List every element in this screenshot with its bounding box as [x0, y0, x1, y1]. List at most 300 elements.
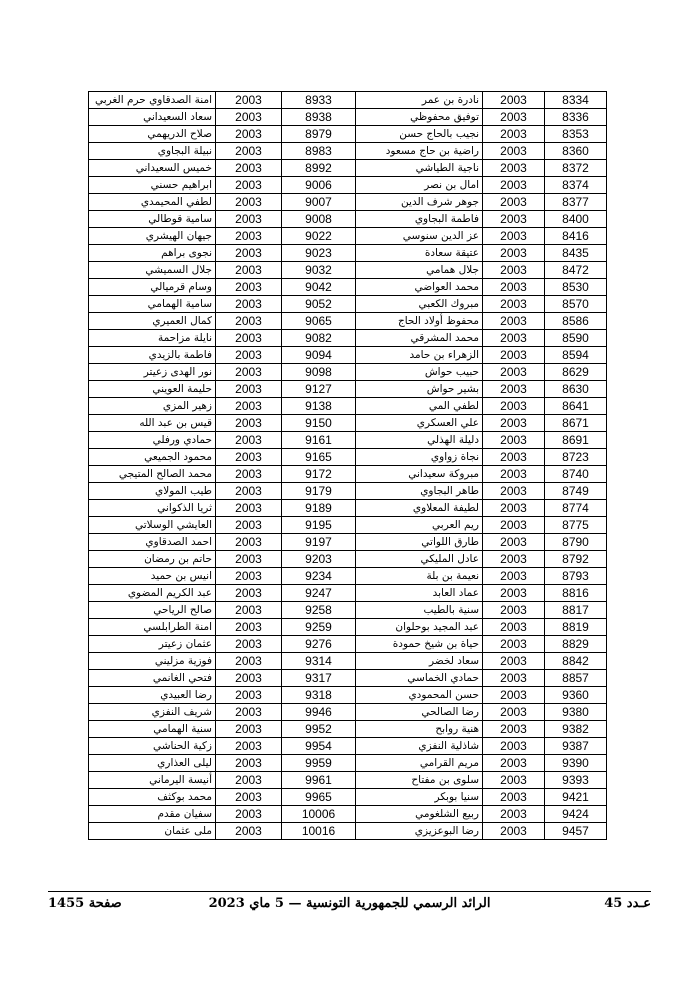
cell-id-left: 9023	[282, 245, 356, 262]
cell-name-right: بشير حواش	[356, 381, 483, 398]
cell-id-left: 8979	[282, 126, 356, 143]
cell-id-right: 8671	[545, 415, 607, 432]
cell-name-left: محمد بوكثف	[89, 789, 216, 806]
cell-year-right: 2003	[483, 143, 545, 160]
table-row	[89, 347, 607, 364]
table-row	[89, 721, 607, 738]
cell-name-right: فاطمة البجاوي	[356, 211, 483, 228]
cell-year-right: 2003	[483, 364, 545, 381]
cell-name-left: ملى عثمان	[89, 823, 216, 840]
cell-id-right: 8774	[545, 500, 607, 517]
cell-id-right: 8829	[545, 636, 607, 653]
cell-id-right: 8817	[545, 602, 607, 619]
cell-year-right: 2003	[483, 619, 545, 636]
cell-name-right: جوهر شرف الدين	[356, 194, 483, 211]
cell-id-right: 8792	[545, 551, 607, 568]
cell-id-left: 9138	[282, 398, 356, 415]
cell-name-right: محمد العواضي	[356, 279, 483, 296]
cell-name-left: وسام قرميالي	[89, 279, 216, 296]
cell-year-left: 2003	[216, 653, 282, 670]
cell-id-left: 9258	[282, 602, 356, 619]
cell-year-right: 2003	[483, 466, 545, 483]
cell-year-right: 2003	[483, 636, 545, 653]
cell-year-right: 2003	[483, 789, 545, 806]
cell-id-right: 8775	[545, 517, 607, 534]
issue-number: عـدد 45	[604, 896, 651, 911]
cell-id-left: 9007	[282, 194, 356, 211]
cell-year-left: 2003	[216, 568, 282, 585]
cell-name-right: عز الدين سنوسي	[356, 228, 483, 245]
cell-year-right: 2003	[483, 585, 545, 602]
cell-name-right: علي العسكري	[356, 415, 483, 432]
cell-name-right: توفيق محفوظي	[356, 109, 483, 126]
cell-name-right: طاهر البجاوي	[356, 483, 483, 500]
table-row	[89, 194, 607, 211]
table-row	[89, 364, 607, 381]
cell-name-left: فتحي الغانمي	[89, 670, 216, 687]
cell-year-left: 2003	[216, 177, 282, 194]
cell-name-left: انيس بن حميد	[89, 568, 216, 585]
cell-name-left: عبد الكريم المضوي	[89, 585, 216, 602]
cell-name-right: عتيقة سعادة	[356, 245, 483, 262]
cell-id-right: 8594	[545, 347, 607, 364]
cell-id-left: 9098	[282, 364, 356, 381]
cell-year-right: 2003	[483, 262, 545, 279]
cell-id-right: 8353	[545, 126, 607, 143]
cell-year-left: 2003	[216, 517, 282, 534]
cell-year-left: 2003	[216, 398, 282, 415]
cell-id-left: 9082	[282, 330, 356, 347]
cell-year-left: 2003	[216, 500, 282, 517]
cell-year-left: 2003	[216, 92, 282, 109]
cell-id-right: 8570	[545, 296, 607, 313]
cell-year-right: 2003	[483, 398, 545, 415]
cell-name-left: زكية الحناشي	[89, 738, 216, 755]
cell-year-left: 2003	[216, 415, 282, 432]
table-row	[89, 313, 607, 330]
cell-name-left: رضا العبيدي	[89, 687, 216, 704]
cell-name-right: نجيب بالحاج حسن	[356, 126, 483, 143]
cell-name-left: صالح الرياحي	[89, 602, 216, 619]
table-row	[89, 211, 607, 228]
cell-year-left: 2003	[216, 449, 282, 466]
table-row	[89, 585, 607, 602]
table-row	[89, 551, 607, 568]
cell-name-right: رضا البوعزيزي	[356, 823, 483, 840]
cell-id-right: 8472	[545, 262, 607, 279]
cell-year-right: 2003	[483, 687, 545, 704]
cell-name-right: ناجية الطياشي	[356, 160, 483, 177]
cell-name-left: حليمة العويني	[89, 381, 216, 398]
cell-year-right: 2003	[483, 313, 545, 330]
cell-name-right: حسن المحمودي	[356, 687, 483, 704]
cell-year-right: 2003	[483, 381, 545, 398]
cell-name-right: سنية بالطيب	[356, 602, 483, 619]
cell-id-left: 9952	[282, 721, 356, 738]
cell-name-left: طيب المولاي	[89, 483, 216, 500]
table-row	[89, 160, 607, 177]
cell-name-left: حاتم بن رمضان	[89, 551, 216, 568]
cell-name-left: ثريا الذكواني	[89, 500, 216, 517]
cell-id-right: 8586	[545, 313, 607, 330]
table-row	[89, 296, 607, 313]
cell-id-right: 8334	[545, 92, 607, 109]
cell-id-left: 9006	[282, 177, 356, 194]
cell-year-left: 2003	[216, 738, 282, 755]
cell-id-left: 8983	[282, 143, 356, 160]
cell-id-right: 8857	[545, 670, 607, 687]
cell-year-right: 2003	[483, 517, 545, 534]
cell-id-right: 8629	[545, 364, 607, 381]
cell-name-left: كمال العميري	[89, 313, 216, 330]
cell-year-right: 2003	[483, 330, 545, 347]
cell-name-left: نبيلة البجاوي	[89, 143, 216, 160]
cell-name-right: محفوظ أولاد الحاج	[356, 313, 483, 330]
cell-id-right: 8435	[545, 245, 607, 262]
table-row	[89, 823, 607, 840]
table-row	[89, 755, 607, 772]
cell-name-right: ربيع الشلغومي	[356, 806, 483, 823]
table-row	[89, 500, 607, 517]
cell-year-right: 2003	[483, 568, 545, 585]
cell-id-left: 9094	[282, 347, 356, 364]
cell-name-left: احمد الصدقاوي	[89, 534, 216, 551]
cell-year-right: 2003	[483, 279, 545, 296]
cell-year-left: 2003	[216, 483, 282, 500]
cell-name-left: محمود الجميعي	[89, 449, 216, 466]
cell-year-left: 2003	[216, 211, 282, 228]
cell-year-right: 2003	[483, 194, 545, 211]
page-footer	[48, 896, 651, 918]
cell-year-right: 2003	[483, 296, 545, 313]
cell-year-right: 2003	[483, 500, 545, 517]
cell-id-right: 8819	[545, 619, 607, 636]
table-row	[89, 109, 607, 126]
cell-name-right: سلوى بن مفتاح	[356, 772, 483, 789]
cell-year-right: 2003	[483, 449, 545, 466]
cell-year-left: 2003	[216, 755, 282, 772]
cell-name-right: نجاة زواوي	[356, 449, 483, 466]
cell-id-left: 9179	[282, 483, 356, 500]
table-row	[89, 789, 607, 806]
cell-id-left: 9318	[282, 687, 356, 704]
cell-name-left: قيس بن عبد الله	[89, 415, 216, 432]
cell-id-right: 9382	[545, 721, 607, 738]
table-row	[89, 483, 607, 500]
cell-id-left: 9961	[282, 772, 356, 789]
cell-year-right: 2003	[483, 432, 545, 449]
cell-name-left: ابراهيم حسني	[89, 177, 216, 194]
cell-name-right: شاذلية النفزي	[356, 738, 483, 755]
cell-id-right: 8530	[545, 279, 607, 296]
cell-year-left: 2003	[216, 687, 282, 704]
cell-id-left: 9172	[282, 466, 356, 483]
cell-id-left: 9042	[282, 279, 356, 296]
table-row	[89, 517, 607, 534]
cell-year-right: 2003	[483, 670, 545, 687]
cell-year-left: 2003	[216, 313, 282, 330]
cell-name-right: محمد المشرقي	[356, 330, 483, 347]
cell-name-left: خميس السعيداني	[89, 160, 216, 177]
cell-year-left: 2003	[216, 160, 282, 177]
cell-name-left: نجوى براهم	[89, 245, 216, 262]
cell-id-right: 8416	[545, 228, 607, 245]
cell-year-right: 2003	[483, 415, 545, 432]
cell-year-left: 2003	[216, 619, 282, 636]
cell-id-left: 9317	[282, 670, 356, 687]
cell-id-left: 9189	[282, 500, 356, 517]
table-row	[89, 687, 607, 704]
cell-id-left: 9008	[282, 211, 356, 228]
cell-year-right: 2003	[483, 483, 545, 500]
cell-id-left: 9197	[282, 534, 356, 551]
cell-year-left: 2003	[216, 602, 282, 619]
cell-year-left: 2003	[216, 585, 282, 602]
cell-id-right: 8590	[545, 330, 607, 347]
cell-name-right: ريم العربي	[356, 517, 483, 534]
cell-year-right: 2003	[483, 228, 545, 245]
table-row	[89, 279, 607, 296]
table-row	[89, 398, 607, 415]
table-row	[89, 126, 607, 143]
cell-year-left: 2003	[216, 823, 282, 840]
cell-name-right: دليلة الهذلي	[356, 432, 483, 449]
cell-year-left: 2003	[216, 432, 282, 449]
cell-id-left: 9946	[282, 704, 356, 721]
cell-id-right: 8790	[545, 534, 607, 551]
cell-year-right: 2003	[483, 806, 545, 823]
cell-name-right: نادرة بن عمر	[356, 92, 483, 109]
cell-name-left: لطفي المحيمدي	[89, 194, 216, 211]
cell-name-left: فوزية مزليني	[89, 653, 216, 670]
table-row	[89, 466, 607, 483]
cell-year-right: 2003	[483, 823, 545, 840]
cell-name-left: صلاح الدريهمي	[89, 126, 216, 143]
table-row	[89, 670, 607, 687]
footer-divider	[48, 891, 651, 892]
page-number: صفحة 1455	[48, 896, 122, 911]
cell-id-left: 9150	[282, 415, 356, 432]
cell-name-left: جيهان الهيشري	[89, 228, 216, 245]
cell-id-left: 9276	[282, 636, 356, 653]
cell-id-right: 9424	[545, 806, 607, 823]
cell-id-left: 9954	[282, 738, 356, 755]
cell-id-right: 9387	[545, 738, 607, 755]
table-row	[89, 619, 607, 636]
cell-name-left: سعاد السعيداني	[89, 109, 216, 126]
cell-name-right: الزهراء بن حامد	[356, 347, 483, 364]
table-row	[89, 449, 607, 466]
cell-name-right: مريم القرامي	[356, 755, 483, 772]
cell-name-left: امنة الصدقاوي حرم الغربي	[89, 92, 216, 109]
cell-name-right: مبروكة سعيداني	[356, 466, 483, 483]
cell-id-left: 9065	[282, 313, 356, 330]
cell-id-right: 8641	[545, 398, 607, 415]
cell-name-right: امال بن نصر	[356, 177, 483, 194]
cell-id-right: 9457	[545, 823, 607, 840]
cell-id-left: 9314	[282, 653, 356, 670]
cell-year-left: 2003	[216, 551, 282, 568]
cell-id-right: 8749	[545, 483, 607, 500]
table-row	[89, 568, 607, 585]
cell-name-right: حبيب حواش	[356, 364, 483, 381]
cell-name-right: عادل المليكي	[356, 551, 483, 568]
cell-year-left: 2003	[216, 194, 282, 211]
cell-id-left: 9203	[282, 551, 356, 568]
cell-year-left: 2003	[216, 466, 282, 483]
cell-id-right: 9393	[545, 772, 607, 789]
cell-id-left: 9959	[282, 755, 356, 772]
cell-year-right: 2003	[483, 704, 545, 721]
table-row	[89, 704, 607, 721]
cell-year-right: 2003	[483, 109, 545, 126]
cell-id-right: 8372	[545, 160, 607, 177]
cell-id-right: 8793	[545, 568, 607, 585]
cell-year-right: 2003	[483, 126, 545, 143]
cell-name-right: سنيا بوبكر	[356, 789, 483, 806]
cell-year-right: 2003	[483, 211, 545, 228]
table-row	[89, 415, 607, 432]
cell-id-right: 8336	[545, 109, 607, 126]
cell-id-left: 9127	[282, 381, 356, 398]
cell-name-left: حمادي ورفلي	[89, 432, 216, 449]
cell-id-right: 9421	[545, 789, 607, 806]
cell-name-left: نور الهدى زعيتر	[89, 364, 216, 381]
cell-name-right: جلال همامي	[356, 262, 483, 279]
cell-name-left: جلال السميشي	[89, 262, 216, 279]
cell-name-right: رضا الصالحي	[356, 704, 483, 721]
cell-name-left: العايشي الوسلاتي	[89, 517, 216, 534]
cell-id-right: 8360	[545, 143, 607, 160]
table-row	[89, 228, 607, 245]
cell-year-left: 2003	[216, 245, 282, 262]
table-row	[89, 806, 607, 823]
cell-id-left: 9234	[282, 568, 356, 585]
cell-year-left: 2003	[216, 534, 282, 551]
cell-id-left: 10006	[282, 806, 356, 823]
cell-id-left: 9195	[282, 517, 356, 534]
records-table-body	[89, 92, 607, 840]
cell-name-right: عماد العابد	[356, 585, 483, 602]
cell-id-right: 9390	[545, 755, 607, 772]
cell-year-right: 2003	[483, 653, 545, 670]
cell-id-left: 9052	[282, 296, 356, 313]
cell-year-left: 2003	[216, 381, 282, 398]
table-row	[89, 330, 607, 347]
table-row	[89, 143, 607, 160]
cell-id-left: 8933	[282, 92, 356, 109]
cell-name-left: ليلى العذاري	[89, 755, 216, 772]
cell-name-left: سنية الهمامي	[89, 721, 216, 738]
cell-year-right: 2003	[483, 721, 545, 738]
cell-year-right: 2003	[483, 755, 545, 772]
gazette-title-date: الرائد الرسمي للجمهورية التونسية — 5 ماي 2023	[208, 896, 491, 911]
cell-year-left: 2003	[216, 772, 282, 789]
table-row	[89, 534, 607, 551]
cell-year-left: 2003	[216, 704, 282, 721]
cell-name-right: طارق اللواتي	[356, 534, 483, 551]
cell-id-right: 8691	[545, 432, 607, 449]
cell-id-right: 8374	[545, 177, 607, 194]
cell-year-left: 2003	[216, 296, 282, 313]
cell-id-right: 8740	[545, 466, 607, 483]
cell-id-left: 8992	[282, 160, 356, 177]
table-row	[89, 636, 607, 653]
cell-year-right: 2003	[483, 177, 545, 194]
cell-year-right: 2003	[483, 92, 545, 109]
cell-year-right: 2003	[483, 738, 545, 755]
cell-year-right: 2003	[483, 602, 545, 619]
cell-name-right: عبد المجيد بوحلوان	[356, 619, 483, 636]
cell-name-left: نايلة مزاحمة	[89, 330, 216, 347]
cell-year-left: 2003	[216, 126, 282, 143]
cell-id-right: 8842	[545, 653, 607, 670]
cell-year-left: 2003	[216, 279, 282, 296]
cell-name-right: هنية روابح	[356, 721, 483, 738]
cell-name-left: سامية قوطالي	[89, 211, 216, 228]
cell-id-left: 9247	[282, 585, 356, 602]
cell-id-right: 8630	[545, 381, 607, 398]
cell-name-right: لطيفة المعلاوي	[356, 500, 483, 517]
cell-id-right: 9360	[545, 687, 607, 704]
cell-name-right: حمادي الخماسي	[356, 670, 483, 687]
cell-id-right: 8377	[545, 194, 607, 211]
cell-name-left: امنة الطرابلسي	[89, 619, 216, 636]
table-row	[89, 177, 607, 194]
cell-year-left: 2003	[216, 262, 282, 279]
cell-id-left: 9259	[282, 619, 356, 636]
table-row	[89, 602, 607, 619]
cell-year-left: 2003	[216, 806, 282, 823]
cell-year-left: 2003	[216, 228, 282, 245]
cell-id-left: 9032	[282, 262, 356, 279]
table-row	[89, 432, 607, 449]
cell-name-right: راضية بن حاج مسعود	[356, 143, 483, 160]
cell-year-right: 2003	[483, 534, 545, 551]
cell-name-right: نعيمة بن بلة	[356, 568, 483, 585]
cell-year-right: 2003	[483, 551, 545, 568]
table-row	[89, 738, 607, 755]
table-row	[89, 653, 607, 670]
cell-id-left: 9022	[282, 228, 356, 245]
table-row	[89, 245, 607, 262]
cell-name-left: شريف النفزي	[89, 704, 216, 721]
cell-name-left: سامية الهمامي	[89, 296, 216, 313]
cell-name-left: عثمان زعيتر	[89, 636, 216, 653]
cell-name-left: زهير المزي	[89, 398, 216, 415]
cell-year-left: 2003	[216, 109, 282, 126]
cell-year-right: 2003	[483, 347, 545, 364]
cell-year-left: 2003	[216, 364, 282, 381]
cell-id-right: 8816	[545, 585, 607, 602]
cell-id-right: 8400	[545, 211, 607, 228]
cell-name-right: حياة بن شيخ حمودة	[356, 636, 483, 653]
cell-id-left: 9161	[282, 432, 356, 449]
table-row	[89, 92, 607, 109]
cell-id-right: 8723	[545, 449, 607, 466]
cell-id-left: 10016	[282, 823, 356, 840]
records-table	[88, 91, 607, 840]
cell-year-left: 2003	[216, 347, 282, 364]
cell-name-left: أنيسة اليرماني	[89, 772, 216, 789]
cell-name-right: مبروك الكعبي	[356, 296, 483, 313]
cell-year-left: 2003	[216, 789, 282, 806]
cell-year-left: 2003	[216, 721, 282, 738]
cell-name-left: محمد الصالح المتيجي	[89, 466, 216, 483]
cell-year-left: 2003	[216, 143, 282, 160]
cell-year-right: 2003	[483, 160, 545, 177]
cell-id-left: 9965	[282, 789, 356, 806]
